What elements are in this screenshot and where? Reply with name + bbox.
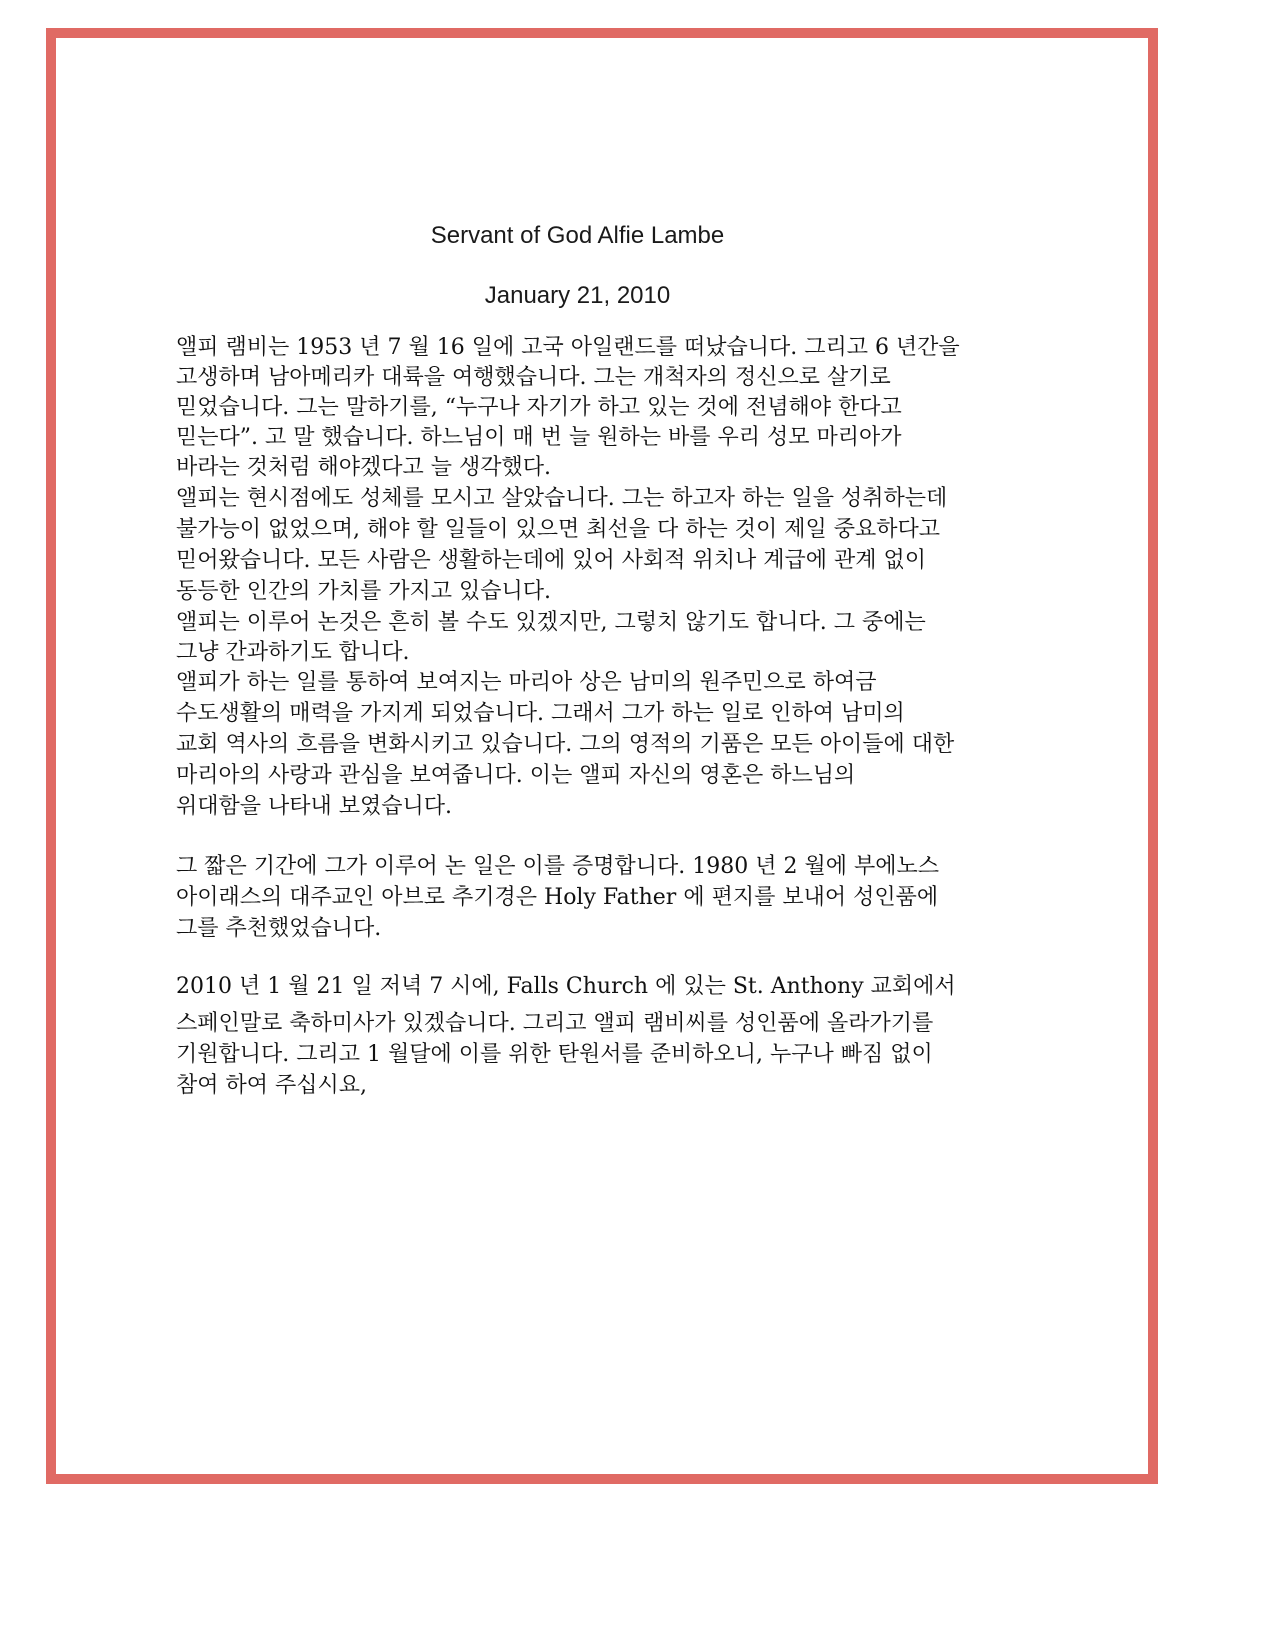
body-line: 앨피 램비는 1953 년 7 월 16 일에 고국 아일랜드를 떠났습니다. 그리고 6 년간을 (176, 335, 960, 360)
body-line: 위대함을 나타내 보였습니다. (176, 794, 453, 819)
document-title: Servant of God Alfie Lambe (430, 222, 725, 249)
body-line: 불가능이 없었으며, 해야 할 일들이 있으면 최선을 다 하는 것이 제일 중요하다고 (176, 517, 940, 542)
body-line: 기원합니다. 그리고 1 월달에 이를 위한 탄원서를 준비하오니, 누구나 빠짐 없이 (176, 1042, 933, 1067)
body-line: 마리아의 사랑과 관심을 보여줍니다. 이는 앨피 자신의 영혼은 하느님의 (176, 763, 856, 788)
body-line: 교회 역사의 흐름을 변화시키고 있습니다. 그의 영적의 기품은 모든 아이들에 대한 (176, 732, 955, 757)
body-line: 바라는 것처럼 해야겠다고 늘 생각했다. (176, 455, 551, 480)
body-line: 참여 하여 주십시요, (176, 1073, 367, 1098)
body-line: 동등한 인간의 가치를 가지고 있습니다. (176, 579, 551, 604)
body-line: 그냥 간과하기도 합니다. (176, 640, 410, 665)
document-date: January 21, 2010 (484, 282, 671, 309)
body-line: 앨피가 하는 일를 통하여 보여지는 마리아 상은 남미의 원주민으로 하여금 (176, 670, 877, 695)
body-line: 믿었습니다. 그는 말하기를, “누구나 자기가 하고 있는 것에 전념해야 한다고 (176, 395, 902, 420)
body-line: 앨피는 이루어 논것은 흔히 볼 수도 있겠지만, 그렇치 않기도 합니다. 그 중에는 (176, 610, 926, 635)
body-line: 스페인말로 축하미사가 있겠습니다. 그리고 앨피 램비씨를 성인품에 올라가기를 (176, 1011, 934, 1036)
body-line: 2010 년 1 월 21 일 저녁 7 시에, Falls Church 에 있는 St. Anthony 교회에서 (176, 974, 956, 999)
body-line: 믿는다”. 고 말 했습니다. 하느님이 매 번 늘 원하는 바를 우리 성모 마리아가 (176, 425, 902, 450)
body-line: 아이래스의 대주교인 아브로 추기경은 Holy Father 에 편지를 보내어 성인품에 (176, 885, 939, 910)
body-line: 믿어왔습니다. 모든 사람은 생활하는데에 있어 사회적 위치나 계급에 관계 없이 (176, 548, 926, 573)
body-line: 고생하며 남아메리카 대륙을 여행했습니다. 그는 개척자의 정신으로 살기로 (176, 365, 891, 390)
body-line: 그 짧은 기간에 그가 이루어 논 일은 이를 증명합니다. 1980 년 2 월에 부에노스 (176, 854, 939, 879)
body-line: 앨피는 현시점에도 성체를 모시고 살았습니다. 그는 하고자 하는 일을 성취하는데 (176, 486, 948, 511)
body-line: 그를 추천했었습니다. (176, 916, 382, 941)
body-line: 수도생활의 매력을 가지게 되었습니다. 그래서 그가 하는 일로 인하여 남미의 (176, 701, 905, 726)
